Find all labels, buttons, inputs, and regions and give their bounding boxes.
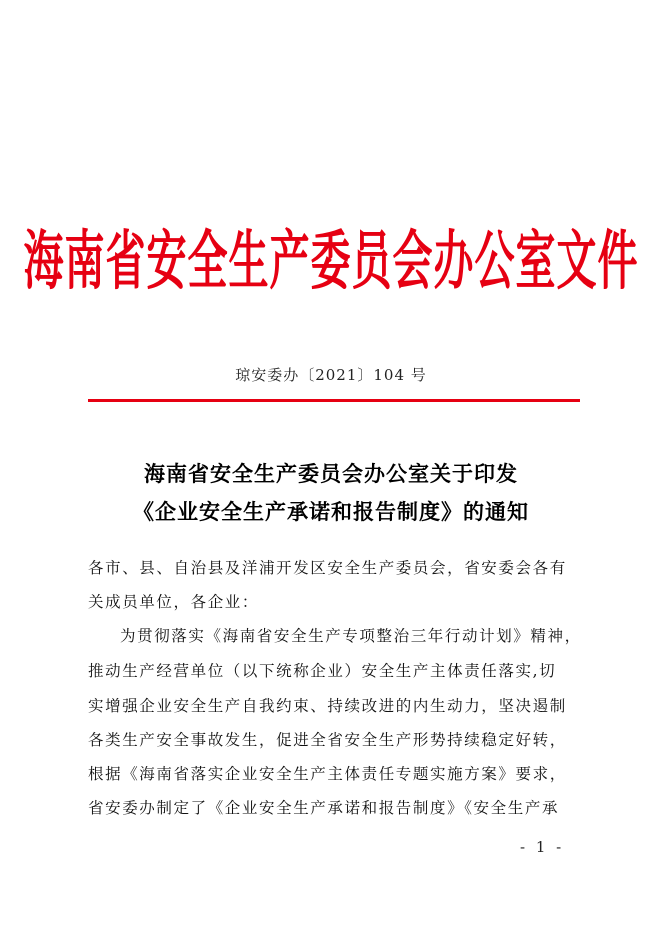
paragraph-line-6: 省安委办制定了《企业安全生产承诺和报告制度》《安全生产承 <box>88 799 560 817</box>
document-number: 琼安委办〔2021〕104 号 <box>235 366 427 384</box>
page-number: - 1 - <box>520 838 565 856</box>
paragraph-line-4: 各类生产安全事故发生，促进全省安全生产形势持续稳定好转， <box>88 731 567 749</box>
red-divider-rule <box>88 399 580 402</box>
document-masthead <box>0 222 662 302</box>
paragraph-line-3: 实增强企业安全生产自我约束、持续改进的内生动力，坚决遏制 <box>88 697 567 715</box>
notice-title-line-2: 《企业安全生产承诺和报告制度》的通知 <box>133 499 529 524</box>
addressee-line-2: 关成员单位，各企业： <box>88 593 260 611</box>
notice-title-line-1: 海南省安全生产委员会办公室关于印发 <box>144 461 518 486</box>
paragraph-line-1: 为贯彻落实《海南省安全生产专项整治三年行动计划》精神， <box>120 627 582 645</box>
paragraph-line-5: 根据《海南省落实企业安全生产主体责任专题实施方案》要求， <box>88 765 567 783</box>
paragraph-line-2: 推动生产经营单位（以下统称企业）安全生产主体责任落实,切 <box>88 662 557 680</box>
addressee-line-1: 各市、县、自治县及洋浦开发区安全生产委员会，省安委会各有 <box>88 559 567 577</box>
masthead-text: 海南省安全生产委员会办公室文件 <box>23 225 639 299</box>
